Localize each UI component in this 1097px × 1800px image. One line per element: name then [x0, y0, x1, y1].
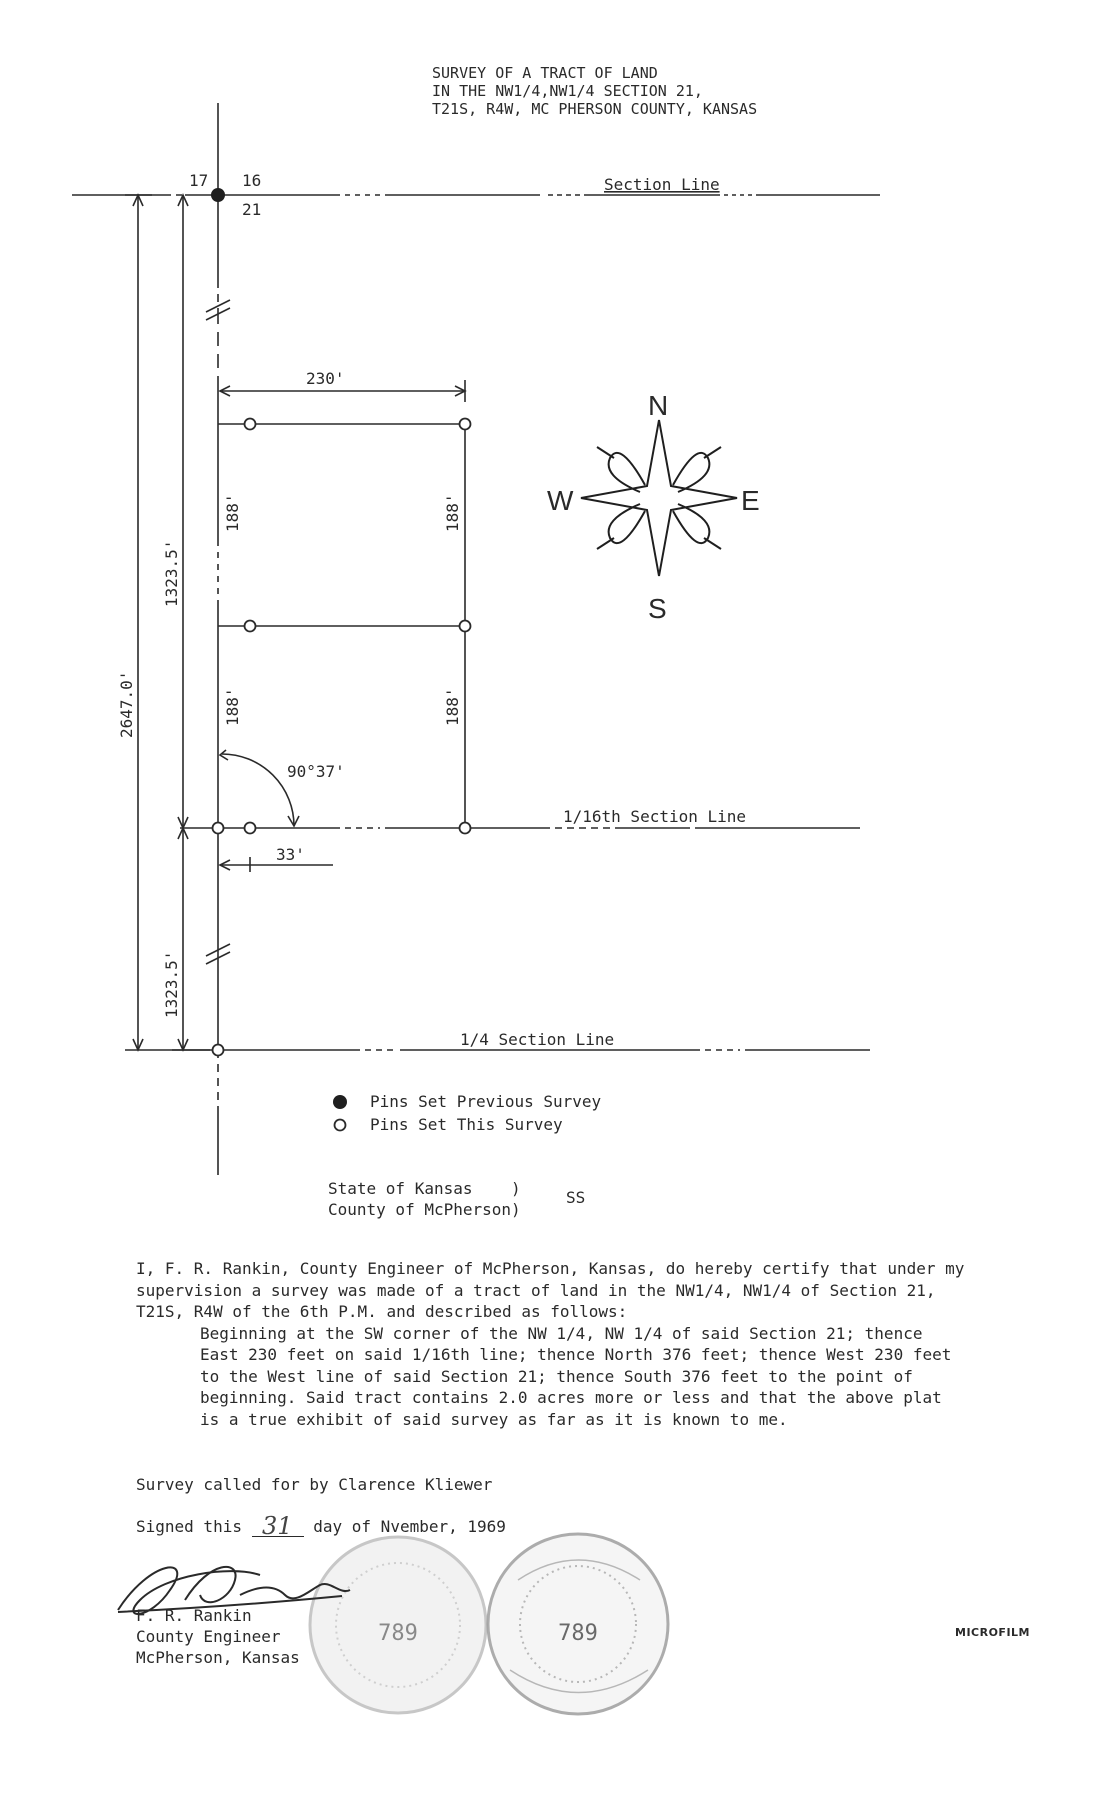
- section-number-16: 16: [242, 171, 262, 190]
- angle-label: 90°37': [287, 762, 345, 781]
- legend-previous-pin-icon: [333, 1095, 347, 1109]
- engineer-seal-right: [488, 1534, 668, 1714]
- legend-survey-pin-icon: [335, 1120, 346, 1131]
- upper-half-dimension: 1323.5': [162, 539, 181, 607]
- venue-county: County of McPherson): [328, 1200, 521, 1219]
- legend-previous-label: Pins Set Previous Survey: [370, 1092, 602, 1111]
- compass-east: E: [741, 485, 760, 516]
- section-line-label: Section Line: [604, 175, 720, 194]
- certificate-description: Beginning at the SW corner of the NW 1/4, NW 1/4 of said Section 21; thence East 230 feet on said 1/16th line; thence North 376 feet; thence West 230 feet to the West line of said Section 21; thence South 376 feet to the point of beginning. Said tract contains 2.0 acres more or less and that the above plat is a true exhibit of said survey as far as it is known to me.: [200, 1323, 952, 1429]
- venue-state: State of Kansas ): [328, 1179, 521, 1198]
- compass-west: W: [547, 485, 574, 516]
- called-for: Survey called for by Clarence Kliewer: [136, 1475, 493, 1494]
- survey-pin-icon: [213, 1045, 224, 1056]
- width-label: 230': [306, 369, 345, 388]
- certificate: [136, 1258, 966, 1430]
- sixteenth-line-label: 1/16th Section Line: [563, 807, 747, 826]
- survey-pin-icon: [245, 419, 256, 430]
- certificate-intro: I, F. R. Rankin, County Engineer of McPherson, Kansas, do hereby certify that under my supervision a survey was made of a tract of land in the NW1/4, NW1/4 of Section 21, T21S, R4W of the 6th P.M. and described as follows:: [136, 1259, 965, 1321]
- section-number-21: 21: [242, 200, 262, 219]
- venue-ss: SS: [566, 1188, 586, 1207]
- survey-title: SURVEY OF A TRACT OF LAND IN THE NW1/4,NW1/4 SECTION 21, T21S, R4W, MC PHERSON COUNTY, KANSAS: [432, 64, 758, 118]
- survey-pin-icon: [460, 823, 471, 834]
- total-dimension: 2647.0': [117, 670, 136, 738]
- lot-west-dimension-1: 188': [223, 493, 242, 532]
- survey-pin-icon: [460, 621, 471, 632]
- engineer-seal-left: [310, 1537, 486, 1713]
- legend-this-label: Pins Set This Survey: [370, 1115, 563, 1134]
- svg-text:789: 789: [378, 1621, 418, 1646]
- compass-north: N: [648, 390, 669, 421]
- signed-line: Signed this day of Nvember, 1969: [136, 1517, 506, 1536]
- survey-pin-icon: [213, 823, 224, 834]
- svg-text:789: 789: [558, 1621, 598, 1646]
- quarter-line-label: 1/4 Section Line: [460, 1030, 615, 1049]
- lot-west-dimension-2: 188': [223, 687, 242, 726]
- lot-east-dimension-2: 188': [443, 687, 462, 726]
- compass-rose-icon: [581, 420, 737, 576]
- lower-half-dimension: 1323.5': [162, 950, 181, 1018]
- survey-pin-icon: [245, 621, 256, 632]
- compass-south: S: [648, 593, 667, 624]
- offset-label: 33': [276, 845, 305, 864]
- previous-pin-icon: [211, 188, 225, 202]
- signed-day: 31: [262, 1512, 293, 1540]
- section-number-17: 17: [189, 171, 209, 190]
- survey-pin-icon: [460, 419, 471, 430]
- signature-block: F. R. Rankin County Engineer McPherson, Kansas: [136, 1606, 300, 1667]
- venue-block: [328, 1178, 521, 1220]
- survey-pin-icon: [245, 823, 256, 834]
- microfilm-stamp: MICROFILM: [955, 1626, 1030, 1639]
- lot-east-dimension-1: 188': [443, 493, 462, 532]
